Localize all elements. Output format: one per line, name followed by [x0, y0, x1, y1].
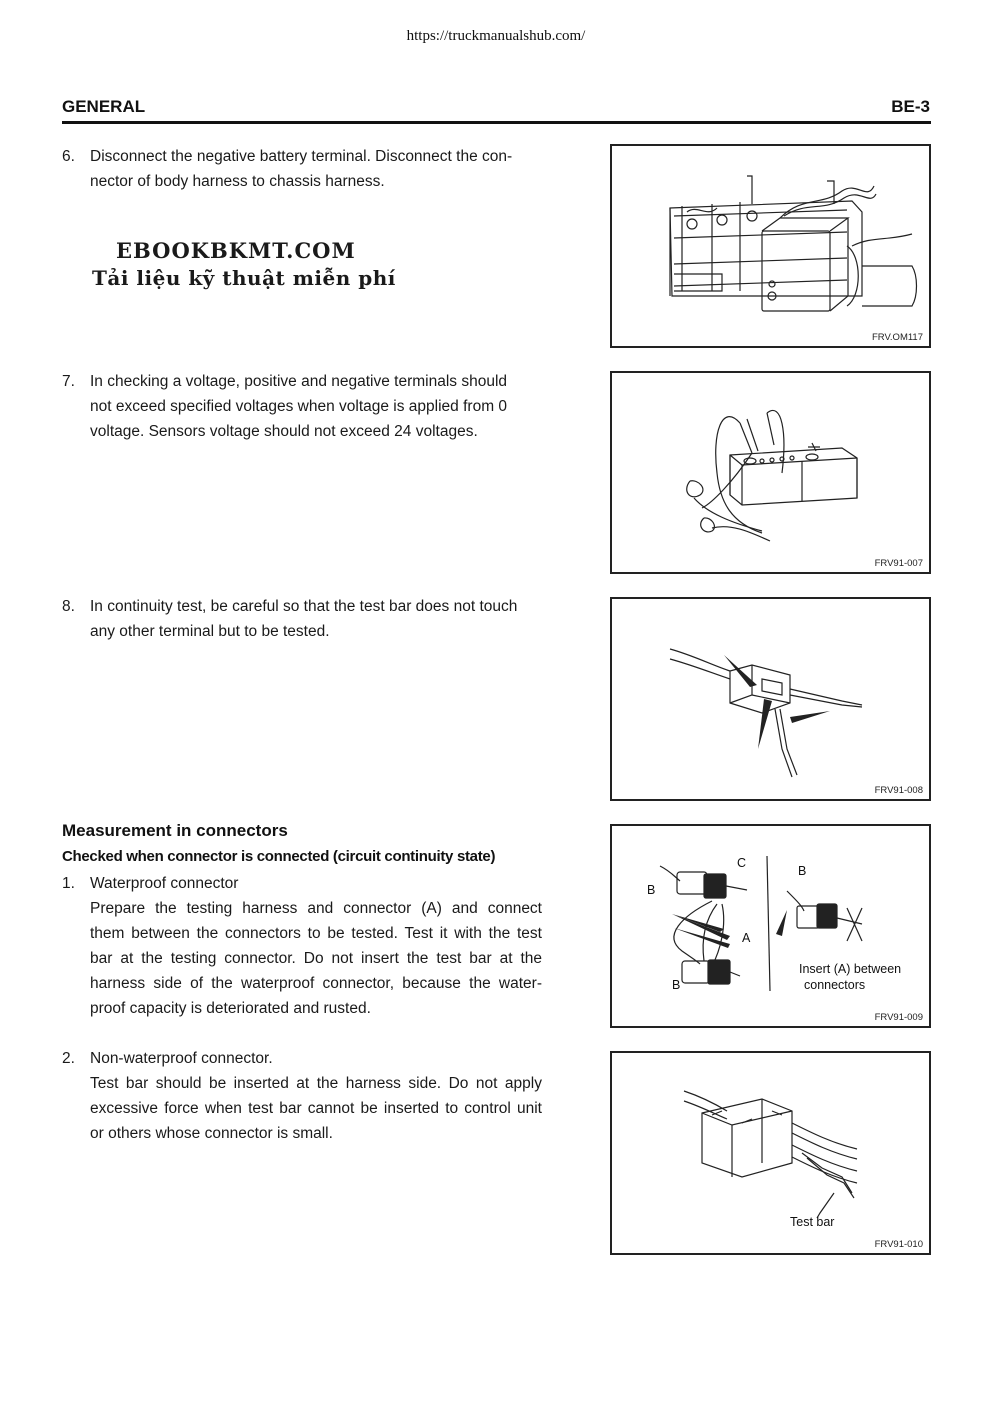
measurement-heading: Measurement in connectors [62, 821, 288, 840]
figure-frv91-010 [610, 1051, 931, 1255]
figure-code: FRV91-008 [874, 785, 923, 796]
page-number: BE-3 [891, 97, 930, 116]
label-b-bottom: B [672, 978, 681, 992]
step-text [90, 369, 542, 444]
measurement-item-1 [62, 871, 542, 1021]
header-rule [62, 121, 931, 124]
step-number: 7. [62, 373, 75, 390]
figure-frv91-007 [610, 371, 931, 574]
figure-frv91-008 [610, 597, 931, 801]
figure-code: FRV.OM117 [871, 332, 923, 343]
measurement-item-2 [62, 1046, 542, 1146]
item-number: 1. [62, 875, 75, 892]
measurement-subheading: Checked when connector is connected (circuit continuity state) [62, 848, 496, 865]
text-line: excessive force when test bar cannot be inserted to control unit [90, 1100, 542, 1117]
step-number: 6. [62, 148, 75, 165]
non-waterproof-connector-illustration [612, 1053, 933, 1257]
step-text [90, 594, 542, 644]
watermark-line-1: EBOOKBKMT.COM [116, 238, 356, 263]
item-number: 2. [62, 1050, 75, 1067]
label-a: A [742, 931, 751, 945]
page-url: https://truckmanualshub.com/ [406, 28, 586, 44]
waterproof-connector-illustration [612, 826, 933, 1030]
step-7 [62, 369, 542, 444]
battery-test-illustration [612, 373, 933, 576]
label-note-line-1: Insert (A) between [799, 962, 902, 976]
continuity-test-illustration [612, 599, 933, 803]
text-line: nector of body harness to chassis harness. [90, 173, 385, 190]
step-6 [62, 144, 542, 194]
step-number: 8. [62, 598, 75, 615]
text-line: Test bar should be inserted at the harness side. Do not apply [90, 1075, 542, 1092]
text-line: Disconnect the negative battery terminal. Disconnect the con- [90, 148, 513, 165]
step-text [90, 144, 542, 194]
label-b-right: B [798, 864, 807, 878]
label-c: C [737, 856, 747, 870]
text-line: any other terminal but to be tested. [90, 623, 330, 640]
text-line: not exceed specified voltages when voltage is applied from 0 [90, 398, 508, 415]
label-test-bar: Test bar [790, 1215, 835, 1229]
figure-frv91-009 [610, 824, 931, 1028]
item-text [90, 1046, 542, 1146]
text-line: Prepare the testing harness and connector (A) and connect [90, 900, 542, 917]
figure-frv-om117 [610, 144, 931, 348]
text-line: them between the connectors to be tested. Test it with the test [90, 925, 542, 942]
text-line: proof capacity is deteriorated and rusted. [90, 1000, 371, 1017]
text-line: In continuity test, be careful so that the test bar does not touch [90, 598, 518, 615]
step-8 [62, 594, 542, 644]
item-text [90, 871, 542, 1021]
watermark-line-2: Tải liệu kỹ thuật miễn phí [92, 266, 396, 290]
section-title: GENERAL [62, 97, 146, 116]
harness-connector-illustration [612, 146, 933, 350]
figure-code: FRV91-009 [874, 1012, 923, 1023]
item-title: Non-waterproof connector. [90, 1050, 273, 1067]
text-line: bar at the testing connector. Do not insert the test bar at the [90, 950, 542, 967]
text-line: In checking a voltage, positive and negative terminals should [90, 373, 508, 390]
text-line: harness side of the waterproof connector, because the water- [90, 975, 542, 992]
label-note-line-2: connectors [804, 978, 866, 992]
figure-code: FRV91-007 [874, 558, 923, 569]
text-line: or others whose connector is small. [90, 1125, 333, 1142]
figure-code: FRV91-010 [874, 1239, 923, 1250]
label-b-left: B [647, 883, 656, 897]
text-line: voltage. Sensors voltage should not exceed 24 voltages. [90, 423, 478, 440]
item-title: Waterproof connector [90, 875, 239, 892]
